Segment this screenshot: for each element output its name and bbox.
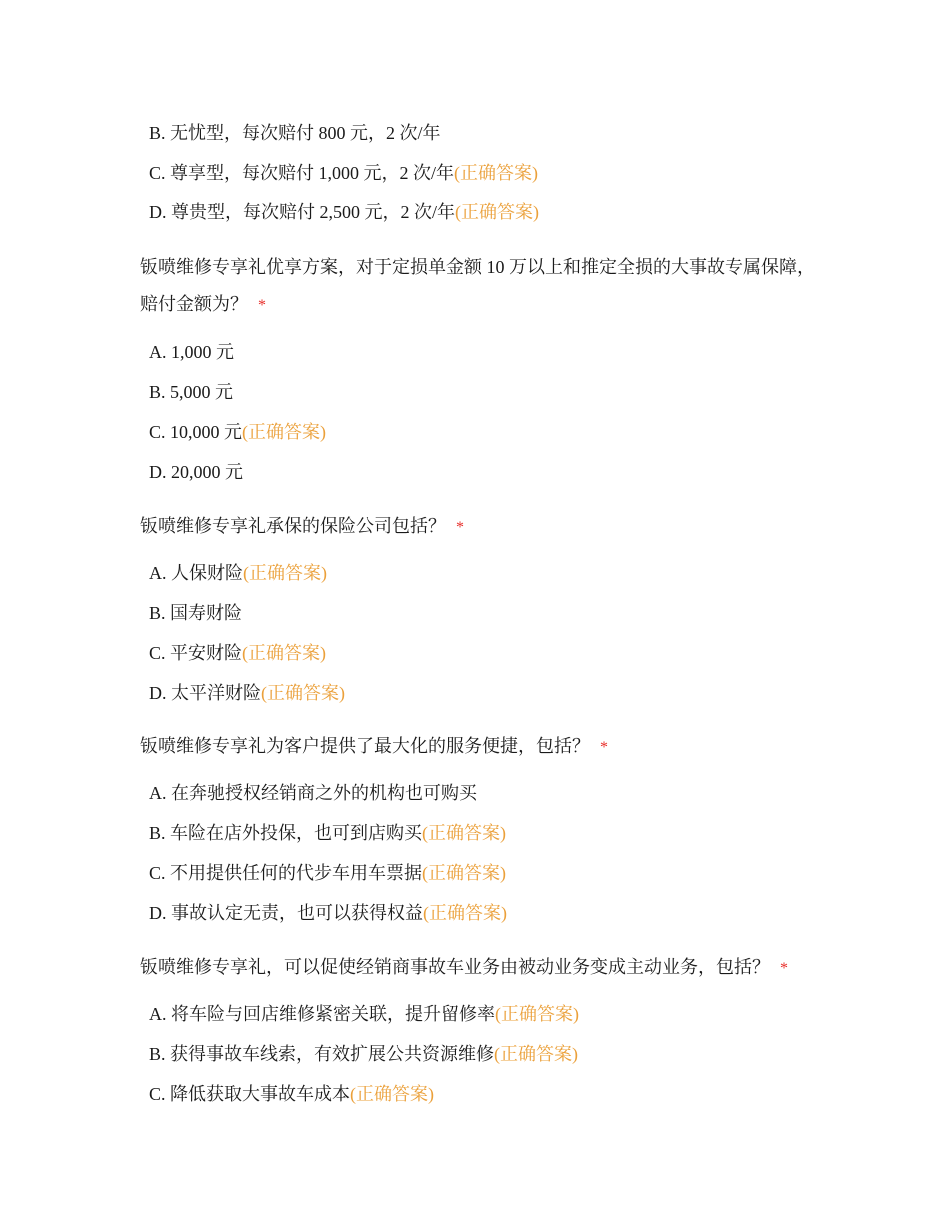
option-a xyxy=(149,561,327,585)
question-text: 钣喷维修专享礼承保的保险公司包括？ xyxy=(140,516,446,536)
option-label: B. 5,000 元 xyxy=(149,382,234,402)
option-label: C. 平安财险 xyxy=(149,643,243,663)
option-label: D. 尊贵型，每次赔付 2,500 元，2 次/年 xyxy=(149,202,455,222)
question-title xyxy=(140,508,820,546)
correct-answer-tag: (正确答案) xyxy=(243,563,327,583)
correct-answer-tag: (正确答案) xyxy=(242,643,327,663)
option-a xyxy=(149,1002,579,1026)
option-label: D. 太平洋财险 xyxy=(149,683,261,703)
correct-answer-tag: (正确答案) xyxy=(454,163,539,183)
option-d xyxy=(149,200,539,224)
option-label: A. 1,000 元 xyxy=(149,342,234,362)
option-b xyxy=(149,121,441,145)
option-b xyxy=(149,601,242,625)
option-label: B. 国寿财险 xyxy=(149,603,243,623)
option-label: D. 20,000 元 xyxy=(149,462,243,482)
question-title xyxy=(140,249,820,324)
option-c xyxy=(149,861,506,885)
correct-answer-tag: (正确答案) xyxy=(261,683,345,703)
correct-answer-tag: (正确答案) xyxy=(422,823,507,843)
required-asterisk: * xyxy=(258,297,266,314)
correct-answer-tag: (正确答案) xyxy=(495,1004,579,1024)
correct-answer-tag: (正确答案) xyxy=(423,903,507,923)
option-a xyxy=(149,781,477,805)
option-b xyxy=(149,380,233,404)
correct-answer-tag: (正确答案) xyxy=(455,202,539,222)
option-label: C. 不用提供任何的代步车用车票据 xyxy=(149,863,423,883)
option-c xyxy=(149,1082,434,1106)
option-label: B. 获得事故车线索，有效扩展公共资源维修 xyxy=(149,1044,495,1064)
option-label: B. 车险在店外投保，也可到店购买 xyxy=(149,823,423,843)
option-c xyxy=(149,161,538,185)
option-c xyxy=(149,641,326,665)
option-b xyxy=(149,1042,578,1066)
option-d xyxy=(149,901,507,925)
question-text: 钣喷维修专享礼优享方案，对于定损单金额 10 万以上和推定全损的大事故专属保障，赔付金额为？ xyxy=(140,257,815,314)
correct-answer-tag: (正确答案) xyxy=(422,863,507,883)
correct-answer-tag: (正确答案) xyxy=(494,1044,579,1064)
option-c xyxy=(149,420,326,444)
correct-answer-tag: (正确答案) xyxy=(242,422,327,442)
option-b xyxy=(149,821,506,845)
correct-answer-tag: (正确答案) xyxy=(350,1084,435,1104)
option-label: C. 尊享型，每次赔付 1,000 元，2 次/年 xyxy=(149,163,455,183)
option-label: C. 降低获取大事故车成本 xyxy=(149,1084,351,1104)
required-asterisk: * xyxy=(780,960,788,977)
option-label: D. 事故认定无责，也可以获得权益 xyxy=(149,903,423,923)
option-label: C. 10,000 元 xyxy=(149,422,243,442)
option-label: A. 人保财险 xyxy=(149,563,243,583)
option-label: A. 在奔驰授权经销商之外的机构也可购买 xyxy=(149,783,477,803)
option-label: A. 将车险与回店维修紧密关联，提升留修率 xyxy=(149,1004,495,1024)
option-label: B. 无忧型，每次赔付 800 元，2 次/年 xyxy=(149,123,441,143)
question-title xyxy=(140,949,840,987)
option-a xyxy=(149,340,234,364)
question-text: 钣喷维修专享礼，可以促使经销商事故车业务由被动业务变成主动业务，包括？ xyxy=(140,957,770,977)
question-title xyxy=(140,728,820,766)
option-d xyxy=(149,681,345,705)
required-asterisk: * xyxy=(600,739,608,756)
required-asterisk: * xyxy=(456,519,464,536)
option-d xyxy=(149,460,243,484)
question-text: 钣喷维修专享礼为客户提供了最大化的服务便捷，包括？ xyxy=(140,736,590,756)
